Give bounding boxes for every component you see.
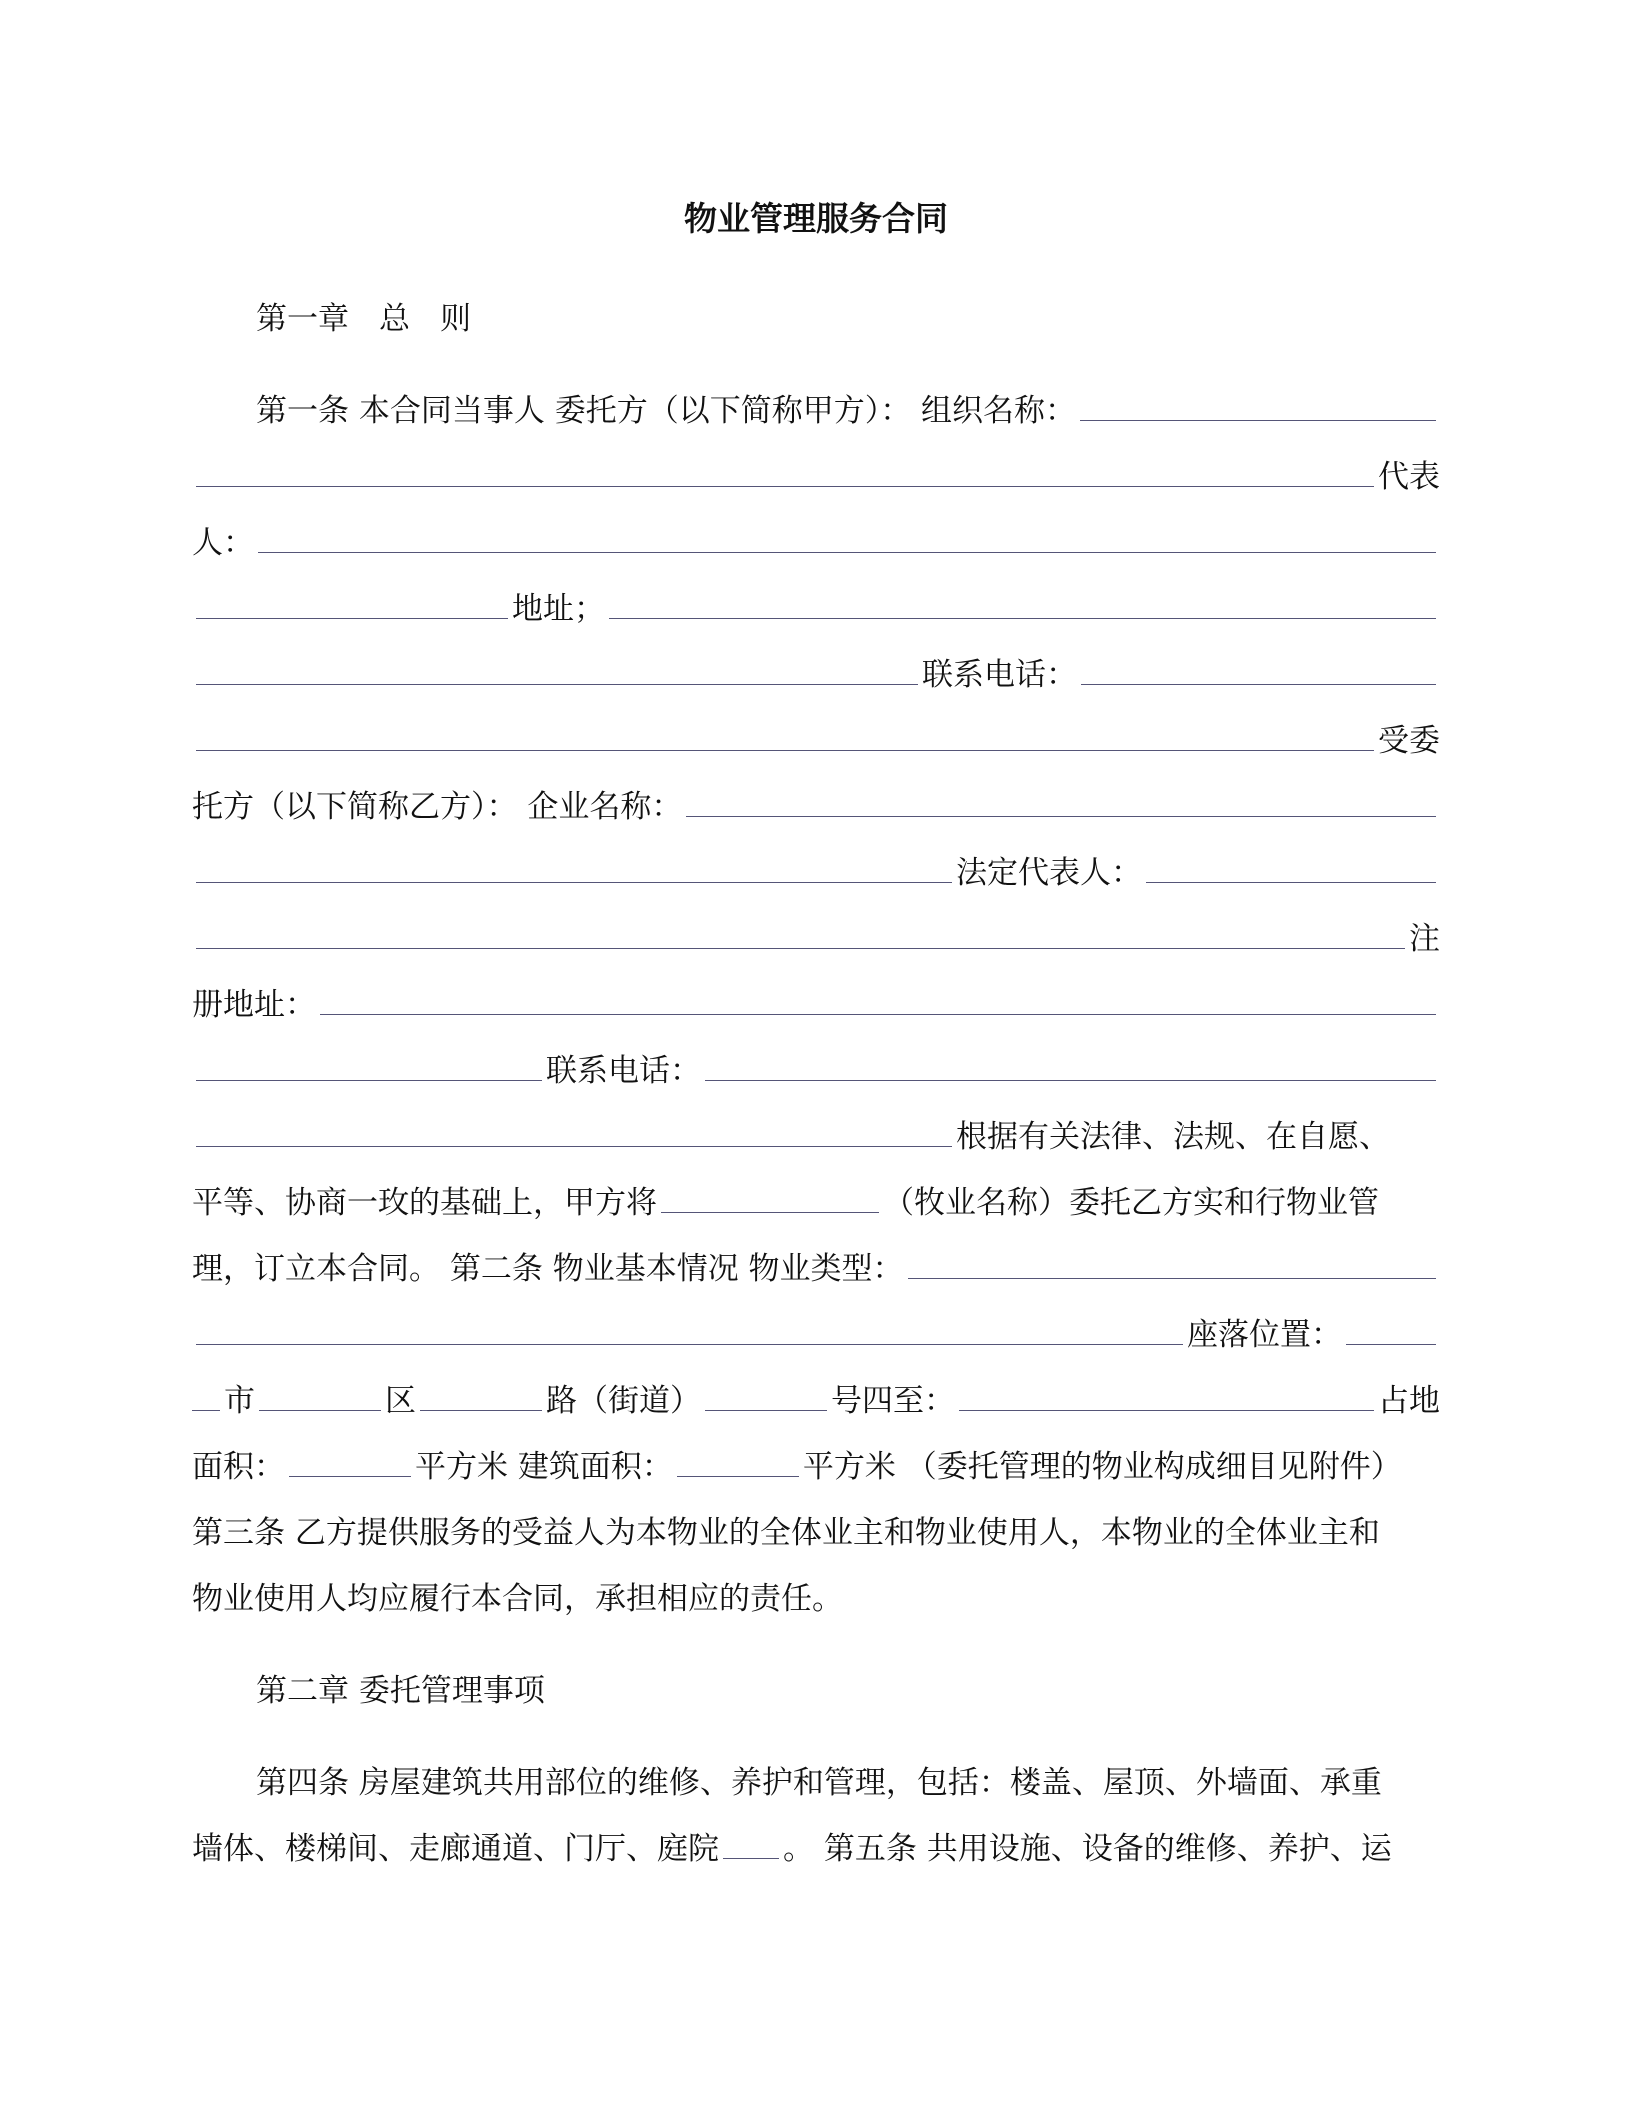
chapter-1-title-char-2: 则	[440, 301, 471, 337]
boundaries-blank[interactable]	[959, 1410, 1374, 1411]
line-text: 根据有关法律、法规、在自愿、	[956, 1119, 1390, 1155]
text-line	[192, 906, 1440, 958]
text-line	[192, 510, 1440, 562]
text-line	[192, 1302, 1440, 1354]
chapter-1-number: 第一章	[256, 301, 349, 337]
district-blank[interactable]	[259, 1410, 381, 1411]
line-text: 第三条 乙方提供服务的受益人为本物业的全体业主和物业使用人，本物业的全体业主和	[192, 1515, 1380, 1551]
representative-blank[interactable]	[258, 552, 1436, 553]
chapter-1-heading	[192, 286, 1440, 338]
article-1-line	[192, 378, 1440, 430]
line-text: 理，订立本合同。 第二条 物业基本情况 物业类型：	[192, 1251, 904, 1287]
text-line	[192, 1816, 1440, 1868]
courtyard-blank[interactable]	[723, 1858, 779, 1859]
registered-address-blank[interactable]	[320, 1014, 1436, 1015]
article-1-text: 第一条 本合同当事人 委托方（以下简称甲方）： 组织名称：	[256, 393, 1077, 429]
address-blank[interactable]	[609, 618, 1436, 619]
text-line	[192, 1236, 1440, 1288]
line-text: 号四至：	[831, 1383, 955, 1419]
organization-name-blank[interactable]	[1080, 420, 1436, 421]
land-area-blank[interactable]	[289, 1476, 411, 1477]
location-blank[interactable]	[1346, 1344, 1436, 1345]
line-text: 联系电话：	[546, 1053, 701, 1089]
text-line	[192, 840, 1440, 892]
enterprise-name-blank[interactable]	[686, 816, 1436, 817]
line-text: 平方米 （委托管理的物业构成细目见附件）	[802, 1449, 1402, 1485]
text-line	[192, 1170, 1440, 1222]
text-line	[192, 1500, 1440, 1552]
party-a-phone-blank[interactable]	[1081, 684, 1436, 685]
building-area-blank[interactable]	[677, 1476, 799, 1477]
road-blank[interactable]	[420, 1410, 542, 1411]
organization-name-blank-cont[interactable]	[196, 486, 1374, 487]
text-line	[192, 642, 1440, 694]
legal-representative-blank[interactable]	[1146, 882, 1436, 883]
line-text: 物业使用人均应履行本合同，承担相应的责任。	[192, 1581, 843, 1617]
line-text: 代表	[1378, 459, 1440, 495]
line-text: 法定代表人：	[956, 855, 1142, 891]
text-line	[192, 1104, 1440, 1156]
property-type-blank-cont[interactable]	[196, 1344, 1183, 1345]
number-blank[interactable]	[705, 1410, 827, 1411]
line-text: 平等、协商一玫的基础上，甲方将	[192, 1185, 657, 1221]
registered-address-blank-cont[interactable]	[196, 1080, 542, 1081]
line-text: 区	[385, 1383, 416, 1419]
representative-blank-cont[interactable]	[196, 618, 508, 619]
text-line	[192, 1368, 1440, 1420]
text-line	[192, 444, 1440, 496]
party-b-phone-blank-cont[interactable]	[196, 1146, 952, 1147]
line-text: 市	[224, 1383, 255, 1419]
line-text: 地址；	[512, 591, 605, 627]
line-text: （牧业名称）委托乙方实和行物业管	[883, 1185, 1379, 1221]
article-4-line	[192, 1750, 1440, 1802]
property-name-blank[interactable]	[661, 1212, 879, 1213]
line-text: 托方（以下简称乙方）： 企业名称：	[192, 789, 683, 825]
line-text: 第四条 房屋建筑共用部位的维修、养护和管理，包括：楼盖、屋顶、外墙面、承重	[256, 1765, 1382, 1801]
line-text: 座落位置：	[1187, 1317, 1342, 1353]
city-blank[interactable]	[192, 1410, 220, 1411]
chapter-2-title: 第二章 委托管理事项	[256, 1673, 545, 1709]
line-text: 占地	[1378, 1383, 1440, 1419]
line-text: 联系电话：	[922, 657, 1077, 693]
address-blank-cont[interactable]	[196, 684, 918, 685]
line-text: 。 第五条 共用设施、设备的维修、养护、运	[783, 1831, 1392, 1867]
chapter-1-title-char-1: 总	[379, 301, 410, 337]
property-type-blank[interactable]	[908, 1278, 1436, 1279]
party-b-phone-blank[interactable]	[705, 1080, 1436, 1081]
line-text: 受委	[1378, 723, 1440, 759]
text-line	[192, 1038, 1440, 1090]
text-line	[192, 774, 1440, 826]
line-text: 墙体、楼梯间、走廊通道、门厅、庭院	[192, 1831, 719, 1867]
text-line	[192, 576, 1440, 628]
legal-representative-blank-cont[interactable]	[196, 948, 1405, 949]
line-text: 面积：	[192, 1449, 285, 1485]
line-text: 册地址：	[192, 987, 316, 1023]
line-text: 人：	[192, 525, 254, 561]
text-line	[192, 708, 1440, 760]
chapter-2-heading	[192, 1658, 1440, 1710]
text-line	[192, 972, 1440, 1024]
party-a-phone-blank-cont[interactable]	[196, 750, 1374, 751]
line-text: 路（街道）	[546, 1383, 701, 1419]
line-text: 注	[1409, 921, 1440, 957]
document-title: 物业管理服务合同	[684, 199, 948, 238]
line-text: 平方米 建筑面积：	[415, 1449, 673, 1485]
enterprise-name-blank-cont[interactable]	[196, 882, 952, 883]
text-line	[192, 1566, 1440, 1618]
text-line	[192, 1434, 1440, 1486]
